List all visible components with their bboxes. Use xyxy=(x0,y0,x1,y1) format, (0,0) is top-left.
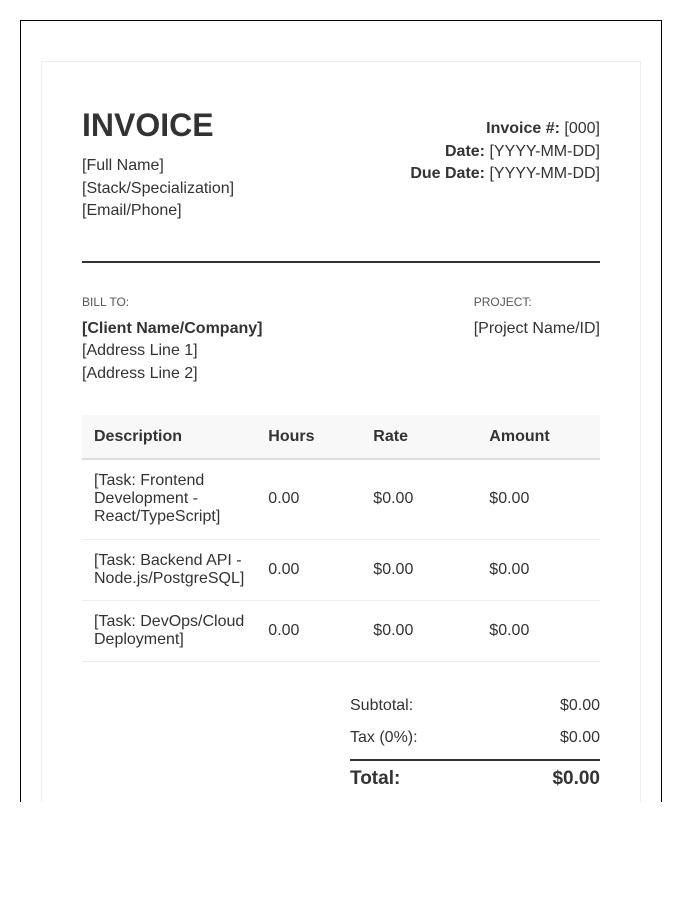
row-amount: $0.00 xyxy=(477,600,600,661)
row-rate: $0.00 xyxy=(361,459,477,539)
client-address-line-1: [Address Line 1] xyxy=(82,342,198,359)
row-rate: $0.00 xyxy=(361,600,477,661)
tax-value: $0.00 xyxy=(559,728,600,746)
row-hours: 0.00 xyxy=(256,539,361,600)
sender-contact: [Email/Phone] xyxy=(82,202,182,219)
table-row xyxy=(82,539,600,600)
invoice-header xyxy=(82,108,600,263)
row-hours: 0.00 xyxy=(256,600,361,661)
line-items-header xyxy=(82,415,600,459)
row-rate: $0.00 xyxy=(361,539,477,600)
invoice-date-value: [YYYY-MM-DD] xyxy=(489,142,600,160)
sender-block xyxy=(82,108,234,223)
project-block xyxy=(474,294,600,386)
project-value: [Project Name/ID] xyxy=(473,319,600,337)
invoice-due-date-value: [YYYY-MM-DD] xyxy=(489,165,600,182)
invoice-date xyxy=(410,141,600,164)
subtotal-value: $0.00 xyxy=(559,696,600,714)
bill-to-label: BILL TO: xyxy=(82,294,130,309)
invoice-meta xyxy=(410,118,600,186)
invoice-content xyxy=(82,108,600,791)
header-description: Description xyxy=(82,415,256,459)
invoice-title: INVOICE xyxy=(82,107,214,143)
row-description: [Task: Frontend Development - React/TypeScript] xyxy=(82,459,256,539)
project-label: PROJECT: xyxy=(473,294,532,309)
client-address-line-2: [Address Line 2] xyxy=(82,364,198,382)
row-description: [Task: Backend API - Node.js/PostgreSQL] xyxy=(82,539,256,600)
tax-label: Tax (0%): xyxy=(350,728,418,746)
header-hours: Hours xyxy=(256,415,361,459)
header-row xyxy=(82,415,600,459)
invoice-paper xyxy=(41,61,641,802)
row-hours: 0.00 xyxy=(256,459,361,539)
bill-to-block xyxy=(82,294,262,386)
invoice-number-label: Invoice #: xyxy=(486,120,560,137)
subtotal-label: Subtotal: xyxy=(350,696,414,714)
totals-block xyxy=(350,695,600,791)
document-frame xyxy=(20,20,662,802)
subtotal-row xyxy=(350,695,600,717)
header-amount: Amount xyxy=(477,415,600,459)
invoice-number-value: [000] xyxy=(564,120,600,137)
grand-total-row xyxy=(350,759,600,791)
table-row xyxy=(82,459,600,539)
row-description: [Task: DevOps/Cloud Deployment] xyxy=(82,600,256,661)
client-name: [Client Name/Company] xyxy=(82,319,263,337)
tax-row xyxy=(350,727,600,749)
invoice-due-date xyxy=(410,163,600,186)
total-value: $0.00 xyxy=(552,767,600,789)
sender-name: [Full Name] xyxy=(82,157,164,174)
row-amount: $0.00 xyxy=(477,539,600,600)
invoice-number xyxy=(410,118,600,141)
total-label: Total: xyxy=(350,767,401,789)
header-rate: Rate xyxy=(361,415,477,459)
row-amount: $0.00 xyxy=(477,459,600,539)
invoice-due-date-label: Due Date: xyxy=(410,165,486,182)
table-row xyxy=(82,600,600,661)
line-items-body xyxy=(82,459,600,661)
line-items-table xyxy=(82,415,600,662)
parties-section xyxy=(82,294,600,386)
sender-specialization: [Stack/Specialization] xyxy=(82,179,235,197)
invoice-date-label: Date: xyxy=(445,142,486,160)
